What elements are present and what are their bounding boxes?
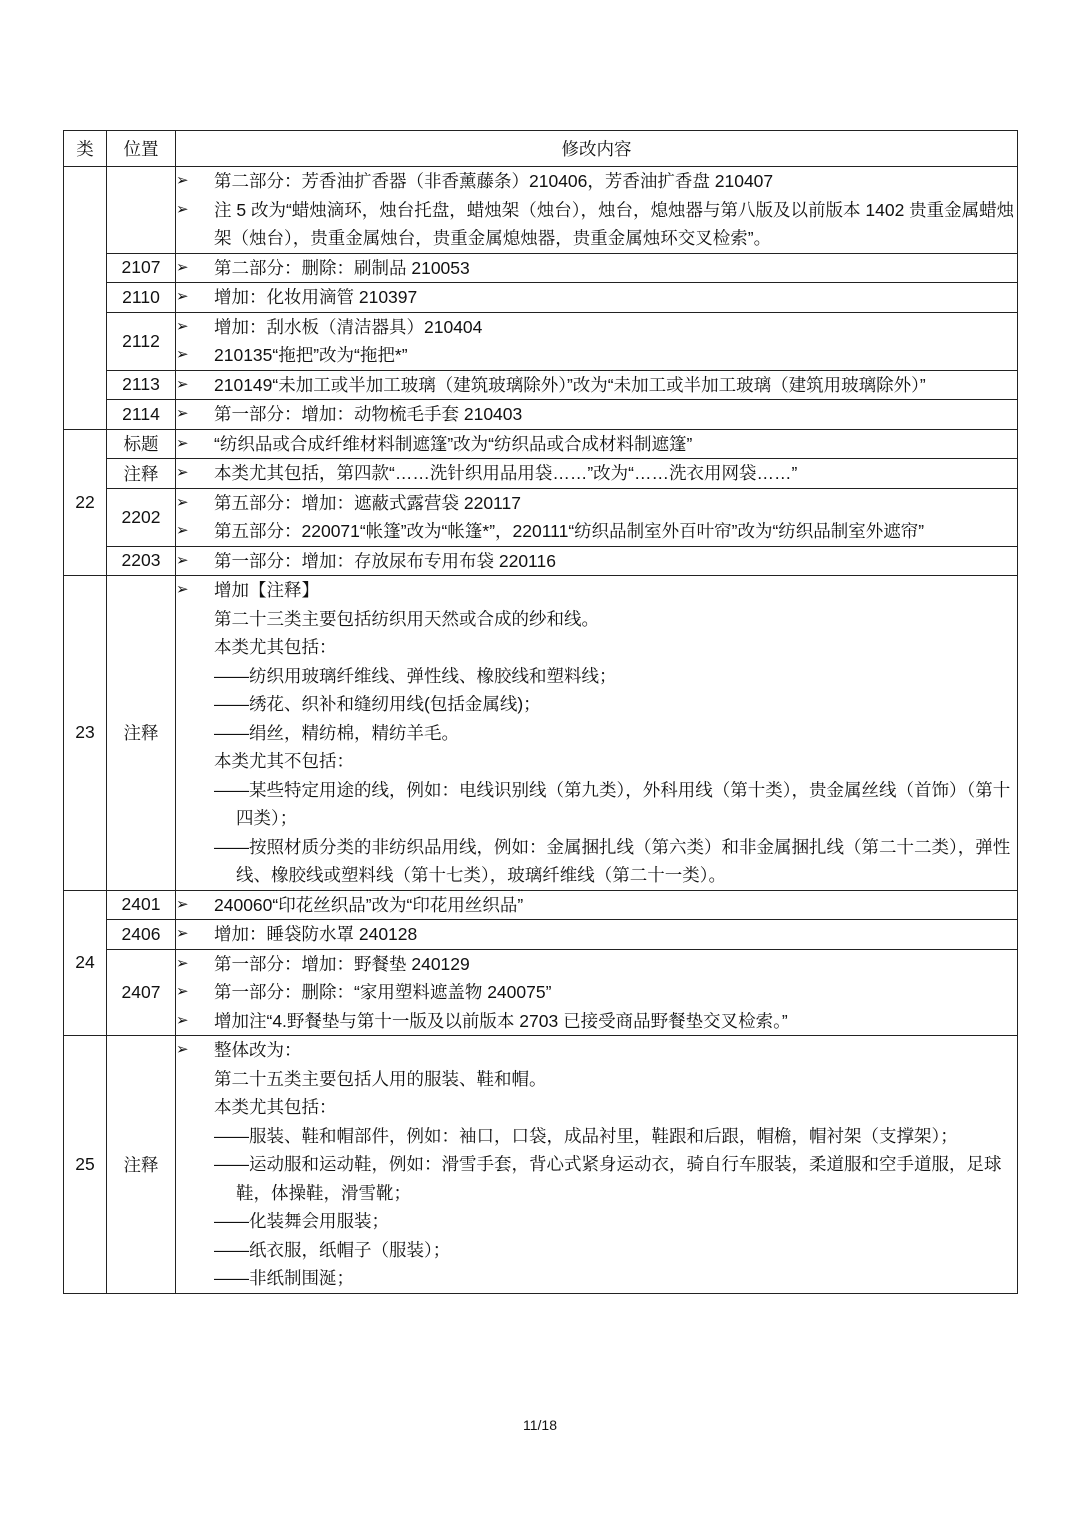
bullet-item: [176, 1036, 1017, 1065]
bullet-text: “纺织品或合成纤维材料制遮篷”改为“纺织品或合成材料制遮篷”: [214, 433, 693, 454]
class-number-cell: 22: [64, 429, 107, 576]
content-line: 第二十三类主要包括纺织用天然或合成的纱和线。: [214, 608, 599, 629]
content-cell: [176, 167, 1018, 254]
content-line: ——服装、鞋和帽部件，例如：袖口，口袋，成品衬里，鞋跟和后跟，帽檐，帽衬架（支撑架）；: [214, 1125, 958, 1146]
class-number-cell: 24: [64, 890, 107, 1036]
table-row: [64, 400, 1018, 430]
content-line: ——按照材质分类的非纺织品用线，例如：金属捆扎线（第六类）和非金属捆扎线（第二十二类），弹性线、橡胶线或塑料线（第十七类），玻璃纤维线（第二十一类）。: [214, 836, 1011, 885]
arrow-bullet-icon: ➢: [176, 288, 189, 305]
bullet-text: 第一部分：增加：动物梳毛手套 210403: [214, 404, 523, 424]
bullet-text: 增加：化妆用滴管 210397: [214, 287, 418, 307]
arrow-bullet-icon: ➢: [176, 317, 189, 335]
position-cell: 注释: [107, 1036, 176, 1294]
bullet-text: 第一部分：增加：存放尿布专用布袋 220116: [214, 550, 556, 571]
arrow-bullet-icon: ➢: [176, 581, 189, 598]
page-number: 11/18: [523, 1417, 557, 1433]
table-row: [64, 890, 1018, 920]
amendment-table: [63, 130, 1018, 1294]
bullet-item: [176, 430, 1017, 459]
arrow-bullet-icon: ➢: [176, 954, 189, 972]
table-row: [64, 312, 1018, 370]
bullet-item: [176, 371, 1017, 400]
bullet-item: [176, 283, 1017, 312]
bullet-item: [176, 167, 1017, 196]
bullet-item: [176, 576, 1017, 605]
content-line: 本类尤其包括：: [214, 637, 337, 657]
content-cell: [176, 546, 1018, 576]
bullet-text: 第一部分：删除：“家用塑料遮盖物 240075”: [214, 982, 552, 1002]
arrow-bullet-icon: ➢: [176, 522, 189, 539]
bullet-item: [176, 891, 1017, 920]
header-position: 位置: [107, 131, 176, 167]
header-class: 类: [64, 131, 107, 167]
content-cell: [176, 488, 1018, 546]
content-cell: [176, 459, 1018, 489]
table-row: [64, 167, 1018, 254]
content-cell: [176, 429, 1018, 459]
arrow-bullet-icon: ➢: [176, 434, 189, 452]
bullet-item: [176, 978, 1017, 1007]
content-cell: [176, 253, 1018, 283]
content-cell: [176, 949, 1018, 1036]
content-line: ——纺织用玻璃纤维线、弹性线、橡胶线和塑料线；: [214, 665, 617, 686]
bullet-item: [176, 489, 1017, 518]
table-body: [64, 167, 1018, 1294]
class-number-cell: 25: [64, 1036, 107, 1294]
position-cell: 2112: [107, 312, 176, 370]
arrow-bullet-icon: ➢: [176, 895, 189, 913]
bullet-item: [176, 196, 1017, 253]
bullet-item: [176, 950, 1017, 979]
bullet-text: 本类尤其包括，第四款“……洗针织用品用袋……”改为“……洗衣用网袋……”: [214, 463, 798, 483]
position-cell: 2113: [107, 370, 176, 400]
position-cell: 2107: [107, 253, 176, 283]
position-cell: 2202: [107, 488, 176, 546]
position-cell: 2401: [107, 890, 176, 920]
position-cell: 2114: [107, 400, 176, 430]
content-cell: [176, 920, 1018, 950]
table-row: [64, 459, 1018, 489]
table-row: [64, 949, 1018, 1036]
bullet-item: [176, 254, 1017, 283]
bullet-text: 第一部分：增加：野餐垫 240129: [214, 953, 470, 974]
content-cell: [176, 370, 1018, 400]
content-line: ——纸衣服，纸帽子（服装）；: [214, 1239, 451, 1260]
content-line: ——非纸制围涎；: [214, 1268, 354, 1288]
content-cell: [176, 576, 1018, 891]
bullet-text: 210135“拖把”改为“拖把*”: [214, 345, 408, 365]
bullet-text: 注 5 改为“蜡烛滴环，烛台托盘，蜡烛架（烛台），烛台，熄烛器与第八版及以前版本 1402 贵重金属蜡烛架（烛台），贵重金属烛台，贵重金属熄烛器，贵重金属烛环交叉检索”。: [214, 199, 1015, 248]
position-cell: 2110: [107, 283, 176, 313]
content-line: ——绢丝，精纺棉，精纺羊毛。: [214, 722, 459, 743]
content-cell: [176, 283, 1018, 313]
position-cell: 2406: [107, 920, 176, 950]
arrow-bullet-icon: ➢: [176, 925, 189, 942]
bullet-text: 整体改为：: [214, 1040, 302, 1060]
arrow-bullet-icon: ➢: [176, 1041, 189, 1058]
table-row: [64, 1036, 1018, 1294]
table-row: [64, 429, 1018, 459]
bullet-item: [176, 341, 1017, 370]
table-header-row: [64, 131, 1018, 167]
bullet-item: [176, 400, 1017, 429]
bullet-text: 240060“印花丝织品”改为“印花用丝织品”: [214, 894, 524, 915]
arrow-bullet-icon: ➢: [176, 1011, 189, 1029]
content-line: ——绣花、织补和缝纫用线(包括金属线)；: [214, 694, 541, 714]
table-row: [64, 488, 1018, 546]
bullet-item: [176, 313, 1017, 342]
content-cell: [176, 400, 1018, 430]
bullet-text: 第二部分：删除：刷制品 210053: [214, 257, 470, 278]
position-cell: 标题: [107, 429, 176, 459]
bullet-text: 增加【注释】: [214, 580, 319, 600]
bullet-text: 第二部分：芳香油扩香器（非香薰藤条）210406，芳香油扩香盘 210407: [214, 171, 774, 191]
bullet-item: [176, 920, 1017, 949]
content-line: 第二十五类主要包括人用的服装、鞋和帽。: [214, 1068, 547, 1089]
bullet-text: 增加：刮水板（清洁器具）210404: [214, 316, 483, 337]
arrow-bullet-icon: ➢: [176, 200, 189, 218]
content-line: ——运动服和运动鞋，例如：滑雪手套，背心式紧身运动衣，骑自行车服装，柔道服和空手道服，足球鞋，体操鞋，滑雪靴；: [214, 1154, 1002, 1203]
arrow-bullet-icon: ➢: [176, 405, 189, 422]
position-cell: 注释: [107, 576, 176, 891]
arrow-bullet-icon: ➢: [176, 551, 189, 569]
table-row: [64, 576, 1018, 891]
bullet-text: 增加注“4.野餐垫与第十一版及以前版本 2703 已接受商品野餐垫交叉检索。”: [214, 1010, 788, 1031]
content-cell: [176, 312, 1018, 370]
table-row: [64, 546, 1018, 576]
content-line: 本类尤其包括：: [214, 1097, 337, 1117]
bullet-item: [176, 1007, 1017, 1036]
content-line: ——某些特定用途的线，例如：电线识别线（第九类），外科用线（第十类），贵金属丝线（首饰）（第十四类）；: [214, 779, 1011, 828]
arrow-bullet-icon: ➢: [176, 258, 189, 276]
table-row: [64, 283, 1018, 313]
header-content: 修改内容: [176, 131, 1018, 167]
arrow-bullet-icon: ➢: [176, 983, 189, 1000]
table-row: [64, 370, 1018, 400]
position-cell: 2407: [107, 949, 176, 1036]
table-row: [64, 253, 1018, 283]
position-cell: 注释: [107, 459, 176, 489]
bullet-item: [176, 547, 1017, 576]
content-cell: [176, 1036, 1018, 1294]
class-number-cell: 23: [64, 576, 107, 891]
arrow-bullet-icon: ➢: [176, 375, 189, 393]
arrow-bullet-icon: ➢: [176, 346, 189, 363]
arrow-bullet-icon: ➢: [176, 172, 189, 189]
arrow-bullet-icon: ➢: [176, 493, 189, 511]
bullet-item: [176, 517, 1017, 546]
position-cell: 2203: [107, 546, 176, 576]
arrow-bullet-icon: ➢: [176, 464, 189, 481]
bullet-text: 第五部分：增加：遮蔽式露营袋 220117: [214, 492, 521, 513]
content-line: ——化装舞会用服装；: [214, 1211, 389, 1231]
table-row: [64, 920, 1018, 950]
content-line: 本类尤其不包括：: [214, 751, 354, 771]
content-cell: [176, 890, 1018, 920]
position-cell: [107, 167, 176, 254]
bullet-text: 增加：睡袋防水罩 240128: [214, 924, 418, 944]
class-number-cell: [64, 167, 107, 430]
bullet-item: [176, 459, 1017, 488]
bullet-text: 210149“未加工或半加工玻璃（建筑玻璃除外）”改为“未加工或半加工玻璃（建筑用玻璃除外）”: [214, 374, 926, 395]
bullet-text: 第五部分：220071“帐篷”改为“帐篷*”，220111“纺织品制室外百叶帘”改为“纺织品制室外遮帘”: [214, 521, 925, 541]
